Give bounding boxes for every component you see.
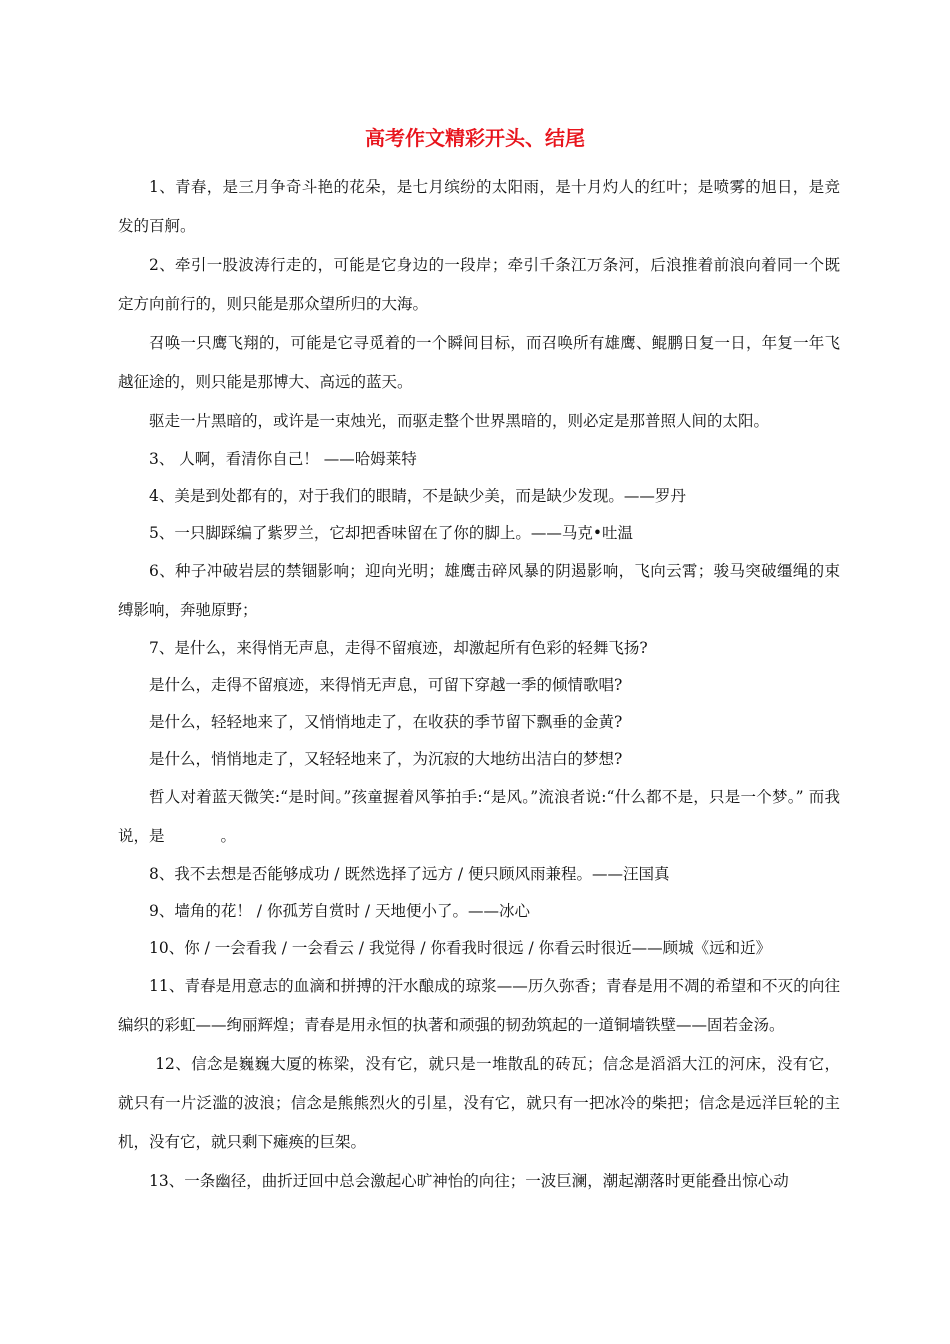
paragraph-4: 4、美是到处都有的，对于我们的眼睛，不是缺少美，而是缺少发现。——罗丹 xyxy=(149,487,686,505)
paragraph-7: 7、是什么，来得悄无声息，走得不留痕迹，却激起所有色彩的轻舞飞扬? xyxy=(149,639,648,657)
paragraph-8: 8、我不去想是否能够成功 / 既然选择了远方 / 便只顾风雨兼程。——汪国真 xyxy=(149,865,670,883)
document-title: 高考作文精彩开头、结尾 xyxy=(365,126,585,150)
paragraph-10: 10、你 / 一会看我 / 一会看云 / 我觉得 / 你看我时很远 / 你看云时很近——顾城《远和近》 xyxy=(149,939,772,957)
paragraph-7-line-3: 是什么，轻轻地来了，又悄悄地走了，在收获的季节留下飘垂的金黄? xyxy=(149,713,623,731)
paragraph-5: 5、一只脚踩编了紫罗兰，它却把香味留在了你的脚上。——马克•吐温 xyxy=(149,524,634,542)
paragraph-11: 11、青春是用意志的血滴和拼搏的汗水酿成的琼浆——历久弥香；青春是用不凋的希望和不灭的向往编织的彩虹——绚丽辉煌；青春是用永恒的执著和顽强的韧劲筑起的一道铜墙铁壁——固若金汤。 xyxy=(118,977,840,1034)
paragraph-2: 2、牵引一股波涛行走的，可能是它身边的一段岸；牵引千条江万条河，后浪推着前浪向着同一个既定方向前行的，则只能是那众望所归的大海。 xyxy=(118,256,840,313)
paragraph-7-answer-end: 。 xyxy=(220,827,237,845)
document-body xyxy=(118,168,840,1201)
paragraph-7-line-2: 是什么，走得不留痕迹，来得悄无声息，可留下穿越一季的倾情歌唱? xyxy=(149,676,623,694)
paragraph-9: 9、墙角的花！ / 你孤芳自赏时 / 天地便小了。——冰心 xyxy=(149,902,531,920)
paragraph-12: 12、信念是巍巍大厦的栋梁，没有它，就只是一堆散乱的砖瓦；信念是滔滔大江的河床，没有它，就只有一片泛滥的波浪；信念是熊熊烈火的引星，没有它，就只有一把冰冷的柴把；信念是远洋巨轮的主机，没有它，就只剩下瘫痪的巨架。 xyxy=(118,1055,840,1151)
paragraph-3: 3、 人啊，看清你自己！ ——哈姆莱特 xyxy=(149,450,417,468)
paragraph-1: 1、青春，是三月争奇斗艳的花朵，是七月缤纷的太阳雨，是十月灼人的红叶；是喷雾的旭日，是竞发的百舸。 xyxy=(118,178,840,235)
paragraph-6: 6、种子冲破岩层的禁锢影响；迎向光明；雄鹰击碎风暴的阴遏影响，飞向云霄；骏马突破缰绳的束缚影响，奔驰原野； xyxy=(118,562,840,619)
paragraph-13: 13、一条幽径，曲折迂回中总会激起心旷神怡的向往；一波巨澜，潮起潮落时更能叠出惊心动 xyxy=(149,1172,789,1190)
paragraph-7-answer-text: 哲人对着蓝天微笑:“是时间。”孩童握着风筝拍手:“是风。”流浪者说:“什么都不是，只是一个梦。” 而我说，是 xyxy=(118,788,840,845)
paragraph-2-continued-sun: 驱走一片黑暗的，或许是一束烛光，而驱走整个世界黑暗的，则必定是那普照人间的太阳。 xyxy=(149,412,770,430)
paragraph-7-line-4: 是什么，悄悄地走了，又轻轻地来了，为沉寂的大地纺出洁白的梦想? xyxy=(149,750,623,768)
paragraph-7-answer xyxy=(118,778,840,856)
paragraph-2-continued-eagle: 召唤一只鹰飞翔的，可能是它寻觅着的一个瞬间目标，而召唤所有雄鹰、鲲鹏日复一日，年复一年飞越征途的，则只能是那博大、高远的蓝天。 xyxy=(118,334,840,391)
